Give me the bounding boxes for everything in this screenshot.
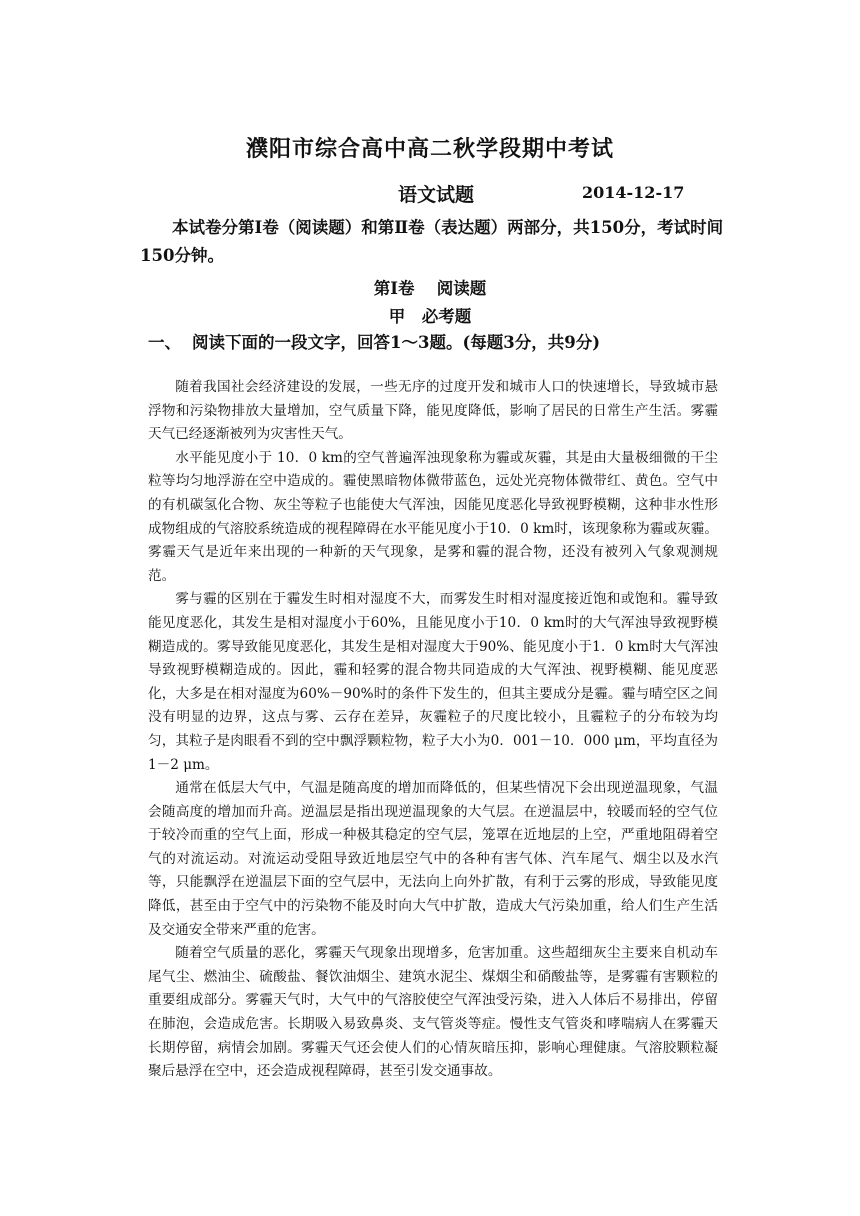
part-title: 甲 必考题	[388, 307, 472, 326]
passage-paragraph: 水平能见度小于 10．0 km的空气普遍浑浊现象称为霾或灰霾，其是由大量极细微的干尘粒等均匀地浮游在空中造成的。霾使黑暗物体微带蓝色，远处光亮物体微带红、黄色。空气中的有机碳氢化合物、灰尘等粒子也能使大气浑浊，因能见度恶化导致视野模糊，这种非水性形成物组成的气溶胶系统造成的视程障碍在水平能见度小于10．0 km时，该现象称为霾或灰霾。雾霾天气是近年来出现的一种新的天气现象，是雾和霾的混合物，还没有被列入气象观测规范。	[148, 449, 718, 584]
exam-date: 2014-12-17	[582, 183, 685, 202]
exam-subject: 语文试题	[398, 184, 475, 206]
exam-intro: 本试卷分第Ⅰ卷（阅读题）和第Ⅱ卷（表达题）两部分，共150分，考试时间150分钟。	[140, 218, 724, 265]
question-heading	[148, 329, 600, 353]
question-number: 一、	[148, 333, 181, 352]
exam-title: 濮阳市综合高中高二秋学段期中考试	[245, 136, 614, 162]
passage-paragraph: 通常在低层大气中，气温是随高度的增加而降低的，但某些情况下会出现逆温现象，气温会随高度的增加而升高。逆温层是指出现逆温现象的大气层。在逆温层中，较暖而轻的空气位于较冷而重的空气上面，形成一种极其稳定的空气层，笼罩在近地层的上空，严重地阻碍着空气的对流运动。对流运动受阻导致近地层空气中的各种有害气体、汽车尾气、烟尘以及水汽等，只能飘浮在逆温层下面的空气层中，无法向上向外扩散，有利于云雾的形成，导致能见度降低，甚至由于空气中的污染物不能及时向大气中扩散，造成大气污染加重，给人们生产生活及交通安全带来严重的危害。	[148, 780, 718, 938]
question-prompt: 阅读下面的一段文字，回答1～3题。(每题3分，共9分)	[192, 333, 601, 352]
passage-paragraph: 随着我国社会经济建设的发展，一些无序的过度开发和城市人口的快速增长，导致城市悬浮物和污染物排放大量增加，空气质量下降，能见度降低，影响了居民的日常生产生活。雾霾天气已经逐渐被列为灾害性天气。	[148, 379, 718, 443]
passage-paragraph: 随着空气质量的恶化，雾霾天气现象出现增多，危害加重。这些超细灰尘主要来自机动车尾气尘、燃油尘、硫酸盐、餐饮油烟尘、建筑水泥尘、煤烟尘和硝酸盐等，是雾霾有害颗粒的重要组成部分。雾霾天气时，大气中的气溶胶使空气浑浊受污染，进入人体后不易排出，停留在肺泡，会造成危害。长期吸入易致鼻炎、支气管炎等症。慢性支气管炎和哮喘病人在雾霾天长期停留，病情会加剧。雾霾天气还会使人们的心情灰暗压抑，影响心理健康。气溶胶颗粒凝聚后悬浮在空中，还会造成视程障碍，甚至引发交通事故。	[148, 945, 718, 1080]
subtitle-row	[0, 180, 860, 210]
reading-passage	[148, 376, 718, 1084]
passage-paragraph: 雾与霾的区别在于霾发生时相对湿度不大，而雾发生时相对湿度接近饱和或饱和。霾导致能见度恶化，其发生是相对湿度小于60%，且能见度小于10．0 km时的大气浑浊导致视野模糊造成的。雾导致能见度恶化，其发生是相对湿度大于90%、能见度小于1．0 km时大气浑浊导致视野模糊造成的。因此，霾和轻雾的混合物共同造成的大气浑浊、视野模糊、能见度恶化，大多是在相对湿度为60%－90%时的条件下发生的，但其主要成分是霾。霾与晴空区之间没有明显的边界，这点与雾、云存在差异，灰霾粒子的尺度比较小，且霾粒子的分布较为均匀，其粒子是肉眼看不到的空中飘浮颗粒物，粒子大小为0．001－10．000 μm，平均直径为1－2 μm。	[148, 591, 718, 773]
section-title: 第Ⅰ卷 阅读题	[373, 279, 487, 298]
